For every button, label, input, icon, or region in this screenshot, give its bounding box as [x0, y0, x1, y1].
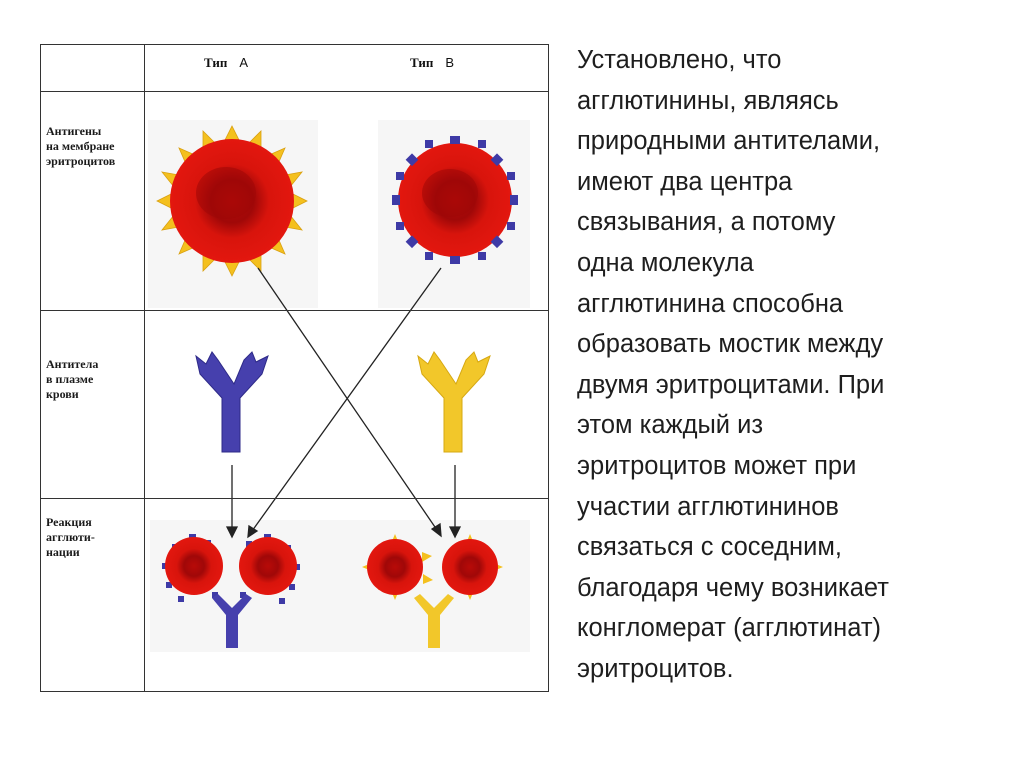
table-row-divider: [40, 310, 549, 311]
column-header-type-a-letter: А: [239, 55, 248, 70]
column-header-type-b-letter: В: [445, 55, 454, 70]
description-text: Установлено, что агглютинины, являясь природными антителами, имеют два центра связывания, а потому одна молекула агглютинина способна образовать мостик между двумя эритроцитами. При этом каждый из эритроцитов может при участии агглютининов связаться с соседним, благодаря чему возникает конгломерат (агглютинат) эритроцитов.: [577, 46, 889, 683]
column-header-type-a-label: Тип: [204, 55, 228, 70]
table-row-divider: [40, 498, 549, 499]
row-label-antibodies: Антитела в плазме крови: [46, 357, 99, 401]
column-header-type-b: [410, 55, 454, 71]
column-header-type-a: [204, 55, 248, 71]
row-label-agglutination: Реакция агглюти- нации: [46, 515, 95, 559]
row-label-antigens: Антигены на мембране эритроцитов: [46, 124, 116, 168]
column-header-type-b-label: Тип: [410, 55, 434, 70]
table-row-divider: [40, 91, 549, 92]
